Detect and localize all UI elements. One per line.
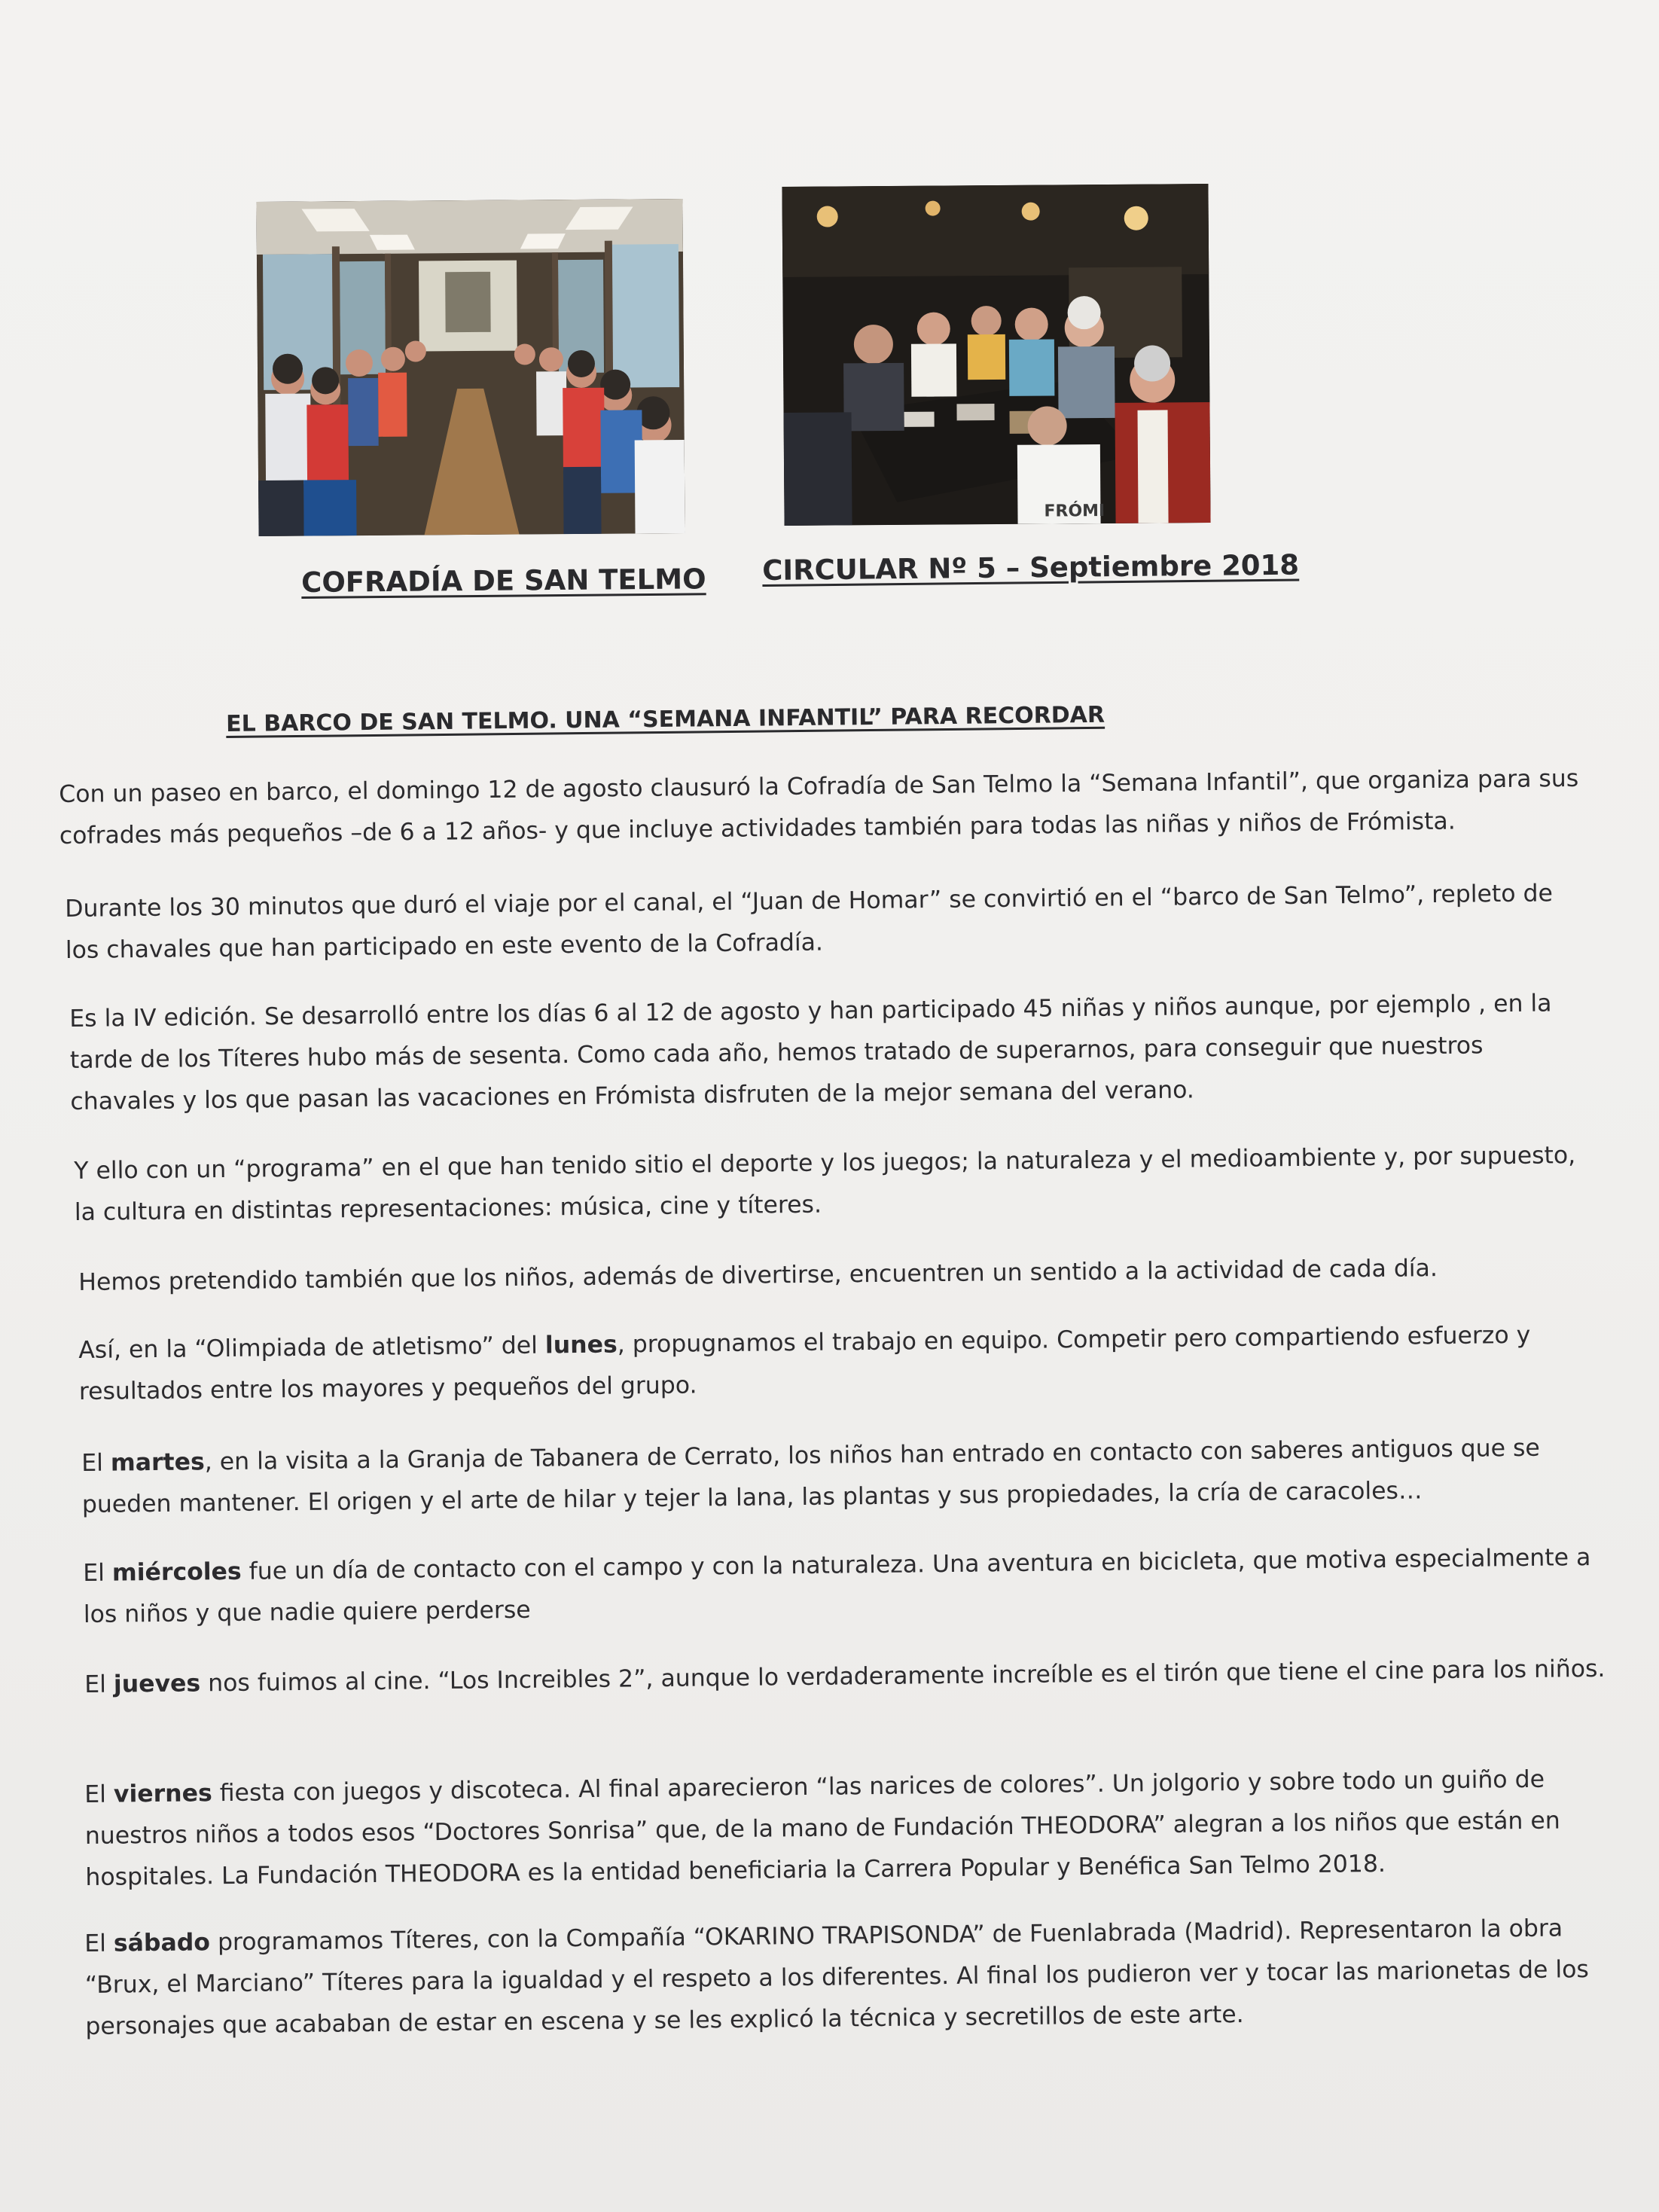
text-segment: fiesta con juegos y discoteca. Al final aparecieron “las narices de colores”. Un jolgorio y sobre todo un guiño de nuestros niños a todos esos “Doctores Sonrisa” que, de la mano de Fundación THEODORA” alegran a los niños que están en hospitales. La Fundación THEODORA es la entidad beneficiaria la Carrera Popular y Benéfica San Telmo 2018. xyxy=(84,1765,1560,1891)
paragraph-purpose: Hemos pretendido también que los niños, además de divertirse, encuentren un sentido a la actividad de cada día. xyxy=(78,1255,1438,1296)
text-segment: Así, en la “Olimpiada de atletismo” del xyxy=(78,1332,546,1364)
article-title: EL BARCO DE SAN TELMO. UNA “SEMANA INFANTIL” PARA RECORDAR xyxy=(226,701,1105,737)
day-monday: lunes xyxy=(544,1331,618,1359)
text-segment: El xyxy=(84,1780,114,1808)
circular-title: CIRCULAR Nº 5 – Septiembre 2018 xyxy=(762,548,1300,587)
paragraph-monday xyxy=(78,1314,1600,1413)
day-tuesday: martes xyxy=(110,1448,205,1477)
paragraph-friday xyxy=(84,1759,1607,1899)
paragraph-boat-trip: Durante los 30 minutos que duró el viaje por el canal, el “Juan de Homar” se convirtió en el “barco de San Telmo”, repleto de los chavales que han participado en este evento de la Cofradía. xyxy=(65,880,1554,964)
paragraph-tuesday xyxy=(81,1427,1603,1526)
text-segment: , en la visita a la Granja de Tabanera de Cerrato, los niños han entrado en contacto con saberes antiguos que se pueden mantener. El origen y el arte de hilar y tejer la lana, las plantas y sus propiedades, la cría de caracoles… xyxy=(81,1434,1540,1518)
shirt-text: FRÓMI xyxy=(1044,501,1105,521)
text-segment: El xyxy=(81,1449,111,1477)
meeting-photo-illustration xyxy=(782,184,1210,526)
day-thursday: jueves xyxy=(113,1670,201,1698)
text-segment: programamos Títeres, con la Compañía “OKARINO TRAPISONDA” de Fuenlabrada (Madrid). Representaron la obra “Brux, el Marciano” Títeres para la igualdad y el respeto a los diferentes. Al final los pudieron ver y tocar las marionetas de los personajes que acababan de estar en escena y se les explicó la técnica y secretillos de este arte. xyxy=(84,1915,1590,2040)
text-segment: El xyxy=(84,1930,114,1957)
day-friday: viernes xyxy=(113,1780,212,1808)
text-segment: nos fuimos al cine. “Los Increibles 2”, aunque lo verdaderamente increíble es el tirón que tiene el cine para los niños. xyxy=(200,1655,1606,1698)
boat-photo-illustration xyxy=(256,199,685,536)
organization-title: COFRADÍA DE SAN TELMO xyxy=(301,563,706,599)
paragraph-thursday xyxy=(84,1649,1606,1706)
text-segment: El xyxy=(83,1559,113,1587)
paragraph-saturday xyxy=(84,1908,1607,2048)
text-segment: , propugnamos el trabajo en equipo. Competir pero compartiendo esfuerzo y resultados entre los mayores y pequeños del grupo. xyxy=(78,1321,1531,1405)
meeting-photo xyxy=(782,184,1210,526)
paragraph-edition: Es la IV edición. Se desarrolló entre los días 6 al 12 de agosto y han participado 45 niñas y niños aunque, por ejemplo , en la tarde de los Títeres hubo más de sesenta. Como cada año, hemos tratado de superarnos, para conseguir que nuestros chavales y los que pasan las vacaciones en Frómista disfruten de la mejor semana del verano. xyxy=(69,990,1552,1115)
day-saturday: sábado xyxy=(113,1929,211,1957)
boat-children-photo xyxy=(256,199,685,536)
text-segment: El xyxy=(84,1670,114,1698)
paragraph-intro: Con un paseo en barco, el domingo 12 de agosto clausuró la Cofradía de San Telmo la “Semana Infantil”, que organiza para sus cofrades más pequeños –de 6 a 12 años- y que incluye actividades también para todas las niñas y niños de Frómista. xyxy=(59,764,1579,850)
paragraph-program: Y ello con un “programa” en el que han tenido sitio el deporte y los juegos; la naturaleza y el medioambiente y, por supuesto, la cultura en distintas representaciones: música, cine y títeres. xyxy=(74,1142,1576,1226)
day-wednesday: miércoles xyxy=(111,1558,242,1587)
text-segment: fue un día de contacto con el campo y con la naturaleza. Una aventura en bicicleta, que motiva especialmente a los niños y que nadie quiere perderse xyxy=(83,1544,1591,1628)
paragraph-wednesday xyxy=(83,1537,1605,1636)
